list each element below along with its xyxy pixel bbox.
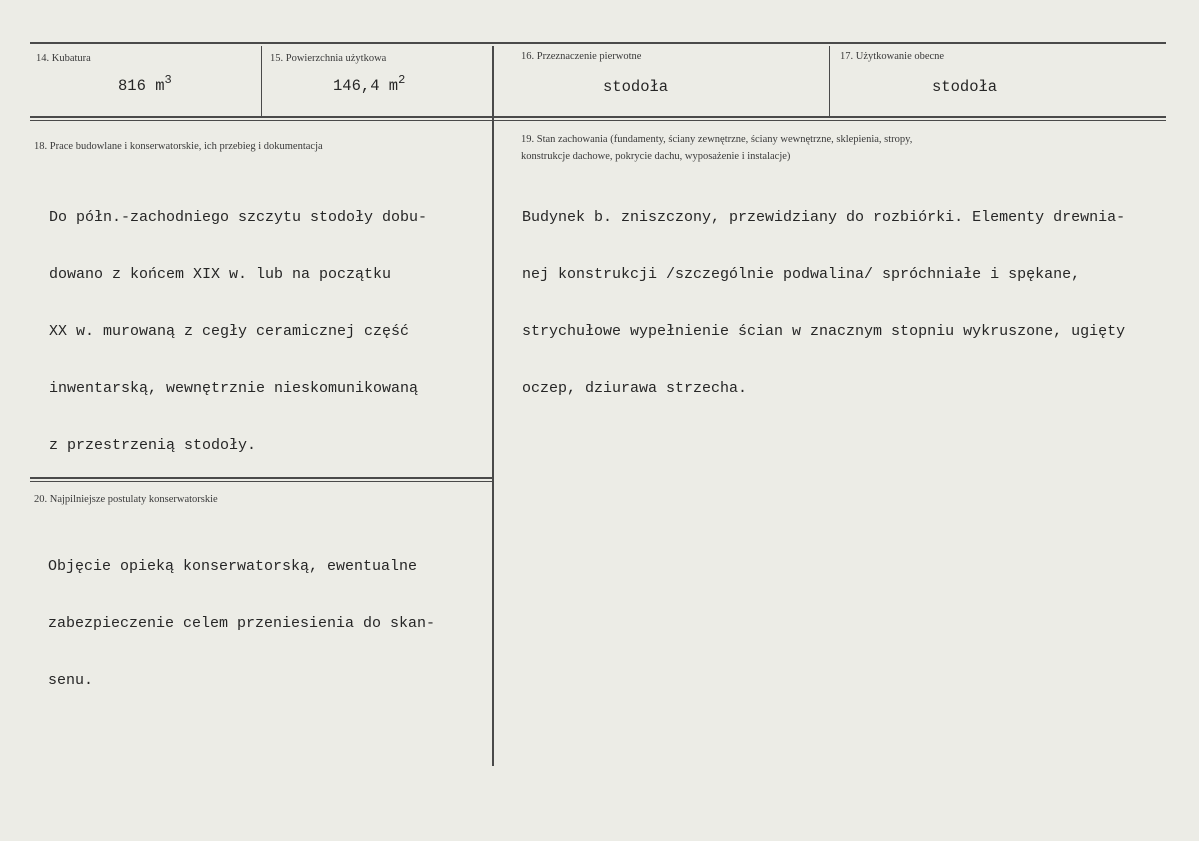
kubatura-number: 816 m — [118, 77, 165, 96]
postulaty-line: zabezpieczenie celem przeniesienia do skan- — [48, 615, 436, 632]
powierzchnia-number: 146,4 m — [333, 77, 399, 96]
stan-line: Budynek b. zniszczony, przewidziany do rozbiórki. Elementy drewnia- — [522, 209, 1126, 226]
postulaty-text — [48, 519, 435, 728]
powierzchnia-label: 15. Powierzchnia użytkowa — [270, 53, 387, 64]
stan-text — [522, 170, 1125, 436]
stan-label-line: konstrukcje dachowe, pokrycie dachu, wyposażenie i instalacje) — [521, 151, 791, 162]
row1-bottom-rule — [30, 116, 1166, 118]
uzytkowanie-label: 17. Użytkowanie obecne — [840, 51, 945, 62]
row2-top-rule — [30, 120, 1166, 121]
prace-line: Do półn.-zachodniego szczytu stodoły dobu- — [49, 209, 428, 226]
stan-line: strychułowe wypełnienie ścian w znacznym stopniu wykruszone, ugięty — [522, 323, 1126, 340]
divider-col-3 — [829, 46, 830, 116]
divider-col-2 — [492, 46, 494, 766]
stan-label — [521, 131, 912, 165]
top-rule — [30, 42, 1166, 44]
prace-line: inwentarską, wewnętrznie nieskomunikowaną — [49, 380, 419, 397]
stan-label-line: 19. Stan zachowania (fundamenty, ściany zewnętrzne, ściany wewnętrzne, sklepienia, stropy, — [521, 134, 913, 145]
przeznaczenie-label: 16. Przeznaczenie pierwotne — [521, 51, 642, 62]
kubatura-exponent: 3 — [164, 73, 172, 87]
stan-line: nej konstrukcji /szczególnie podwalina/ spróchniałe i spękane, — [522, 266, 1081, 283]
prace-line: dowano z końcem XIX w. lub na początku — [49, 266, 392, 283]
kubatura-label: 14. Kubatura — [36, 53, 91, 64]
postulaty-line: Objęcie opieką konserwatorską, ewentualne — [48, 558, 418, 575]
stan-line: oczep, dziurawa strzecha. — [522, 380, 748, 397]
prace-line: z przestrzenią stodoły. — [49, 437, 257, 454]
divider-col-1 — [261, 46, 262, 116]
powierzchnia-exponent: 2 — [398, 73, 406, 87]
prace-text — [49, 170, 427, 493]
prace-line: XX w. murowaną z cegły ceramicznej część — [49, 323, 410, 340]
postulaty-label: 20. Najpilniejsze postulaty konserwatorskie — [34, 494, 218, 505]
uzytkowanie-value: stodoła — [932, 78, 998, 96]
kubatura-value — [118, 74, 172, 95]
postulaty-line: senu. — [48, 672, 94, 689]
prace-label: 18. Prace budowlane i konserwatorskie, ich przebieg i dokumentacja — [34, 141, 323, 152]
powierzchnia-value — [333, 74, 405, 95]
przeznaczenie-value: stodoła — [603, 78, 669, 96]
